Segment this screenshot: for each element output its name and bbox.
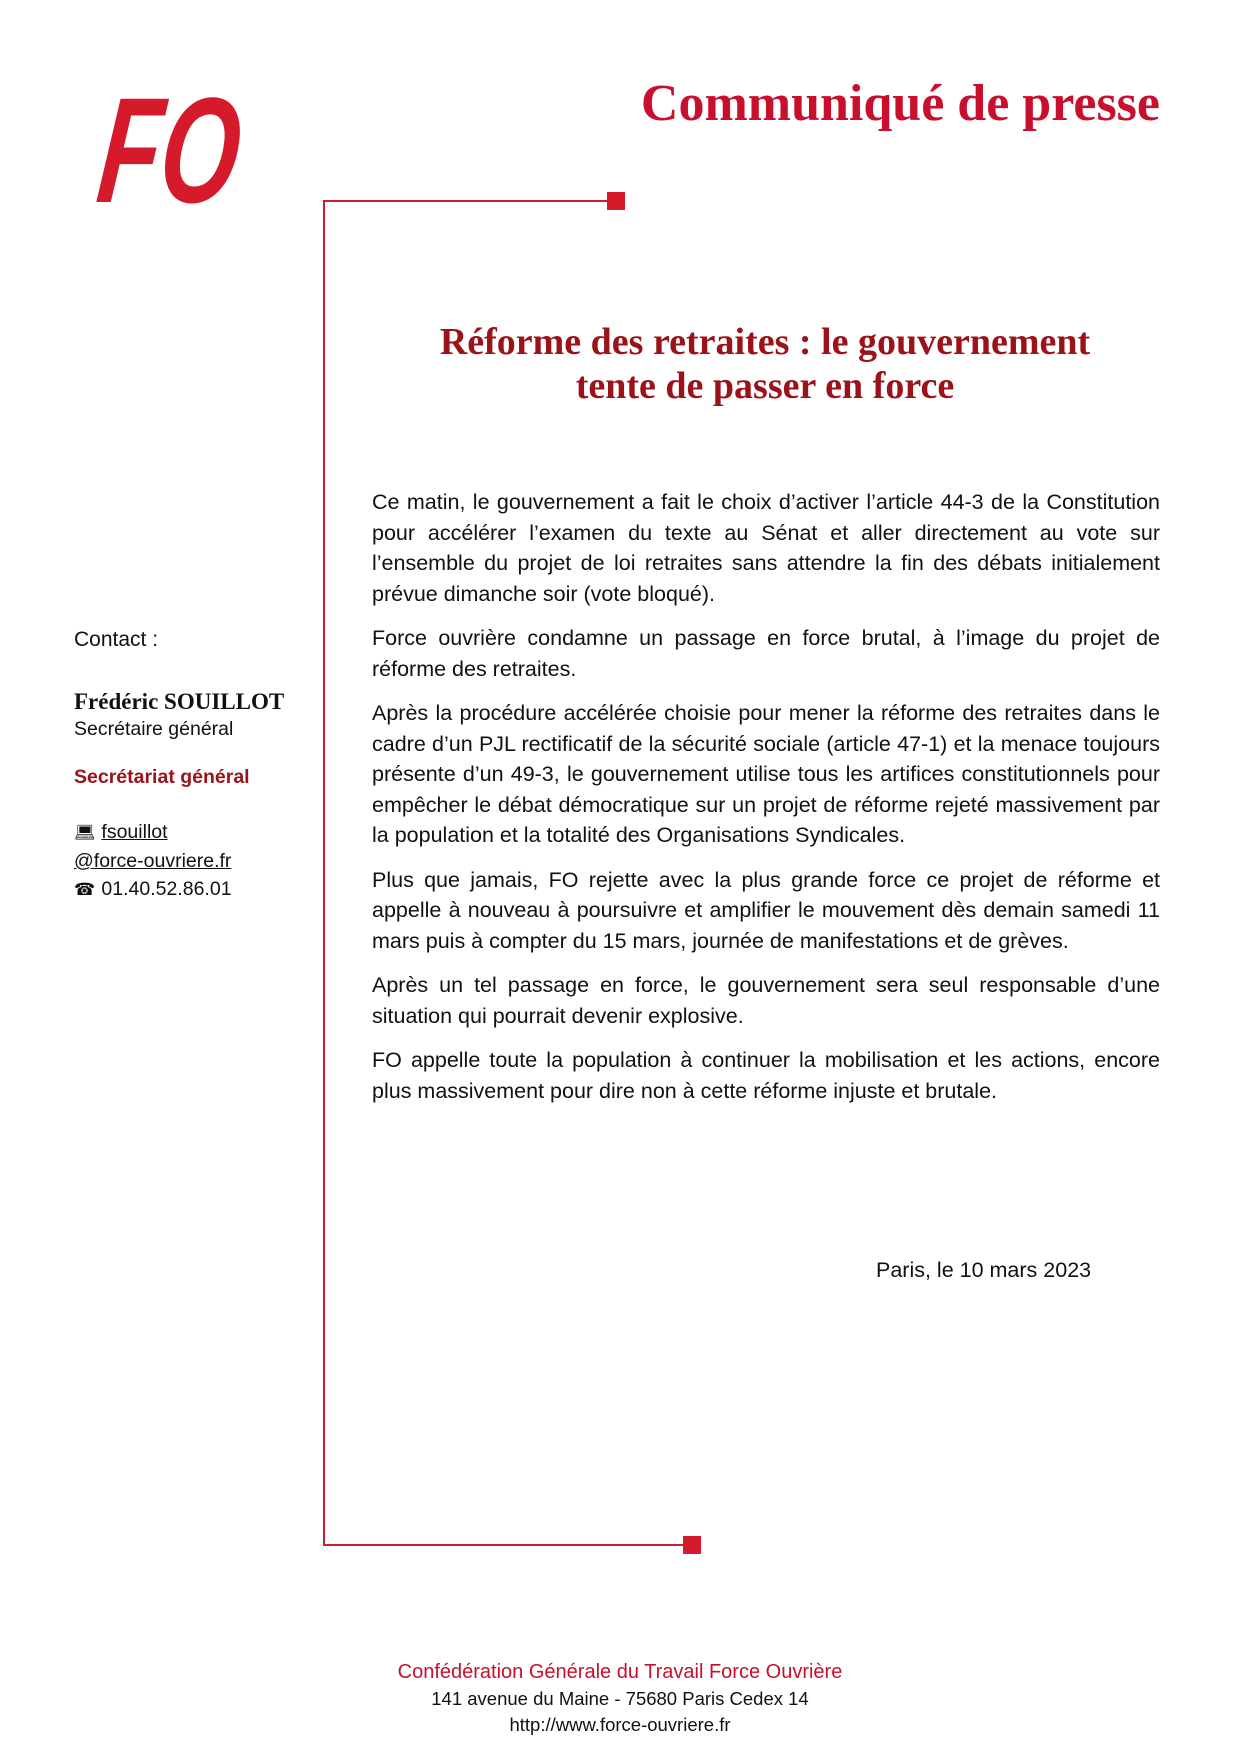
- contact-block: [74, 628, 324, 904]
- contact-role: Secrétaire général: [74, 718, 234, 740]
- body-paragraph: Après un tel passage en force, le gouvernement sera seul responsable d’une situation qui pourrait devenir explosive.: [372, 973, 1160, 1028]
- footer-org: Confédération Générale du Travail Force Ouvrière: [397, 1661, 843, 1683]
- page-title: Communiqué de presse: [640, 75, 1160, 132]
- press-release-body: [372, 487, 1160, 1120]
- contact-phone-line: [74, 875, 324, 904]
- contact-email-line: [74, 818, 324, 847]
- footer-address: 141 avenue du Maine - 75680 Paris Cedex 14: [431, 1688, 809, 1709]
- contact-label: Contact :: [74, 628, 159, 651]
- telephone-icon: ☎: [74, 880, 96, 899]
- body-paragraph: Force ouvrière condamne un passage en force brutal, à l’image du projet de réforme des retraites.: [372, 626, 1160, 681]
- signature-date: Paris, le 10 mars 2023: [876, 1258, 1092, 1282]
- contact-email-domain-line: [74, 847, 324, 875]
- body-paragraph: FO appelle toute la population à continuer la mobilisation et les actions, encore plus massivement pour dire non à cette réforme injuste et brutale.: [372, 1048, 1160, 1103]
- frame-bottom-square: [683, 1536, 701, 1554]
- fo-logo: [91, 66, 318, 234]
- contact-org: Secrétariat général: [74, 766, 250, 788]
- email-domain-link[interactable]: @force-ouvriere.fr: [74, 850, 232, 872]
- contact-phone: 01.40.52.86.01: [101, 878, 232, 900]
- frame-top-square: [607, 192, 625, 210]
- frame-bottom-line: [323, 1544, 693, 1546]
- body-paragraph: Après la procédure accélérée choisie pour mener la réforme des retraites dans le cadre d’un PJL rectificatif de la sécurité sociale (article 47-1) et la menace toujours présente d’un 49-3, le gouvernement utilise tous les artifices constitutionnels pour empêcher le débat démocratique sur un projet de réforme rejeté massivement par la population et la totalité des Organisations Syndicales.: [372, 701, 1160, 847]
- press-title-line-1: Réforme des retraites : le gouvernement: [439, 321, 1091, 363]
- body-paragraph: Ce matin, le gouvernement a fait le choix d’activer l’article 44-3 de la Constitution pour accélérer l’examen du texte au Sénat et aller directement au vote sur l’ensemble du projet de loi retraites sans attendre la fin des débats initialement prévue dimanche soir (vote bloqué).: [372, 490, 1160, 606]
- press-release-title: [370, 320, 1160, 408]
- press-title-line-2: tente de passer en force: [575, 365, 955, 407]
- body-paragraph: Plus que jamais, FO rejette avec la plus grande force ce projet de réforme et appelle à nouveau à poursuivre et amplifier le mouvement dès demain samedi 11 mars puis à compter du 15 mars, journée de manifestations et de grèves.: [372, 867, 1160, 953]
- footer-website-link[interactable]: http://www.force-ouvriere.fr: [509, 1714, 731, 1735]
- laptop-icon: 💻︎: [74, 823, 96, 842]
- footer: [0, 1658, 1240, 1738]
- frame-top-line: [323, 200, 613, 202]
- logo-text: FO: [91, 66, 318, 234]
- contact-name: Frédéric SOUILLOT: [74, 689, 285, 714]
- email-link[interactable]: fsouillot: [101, 821, 168, 843]
